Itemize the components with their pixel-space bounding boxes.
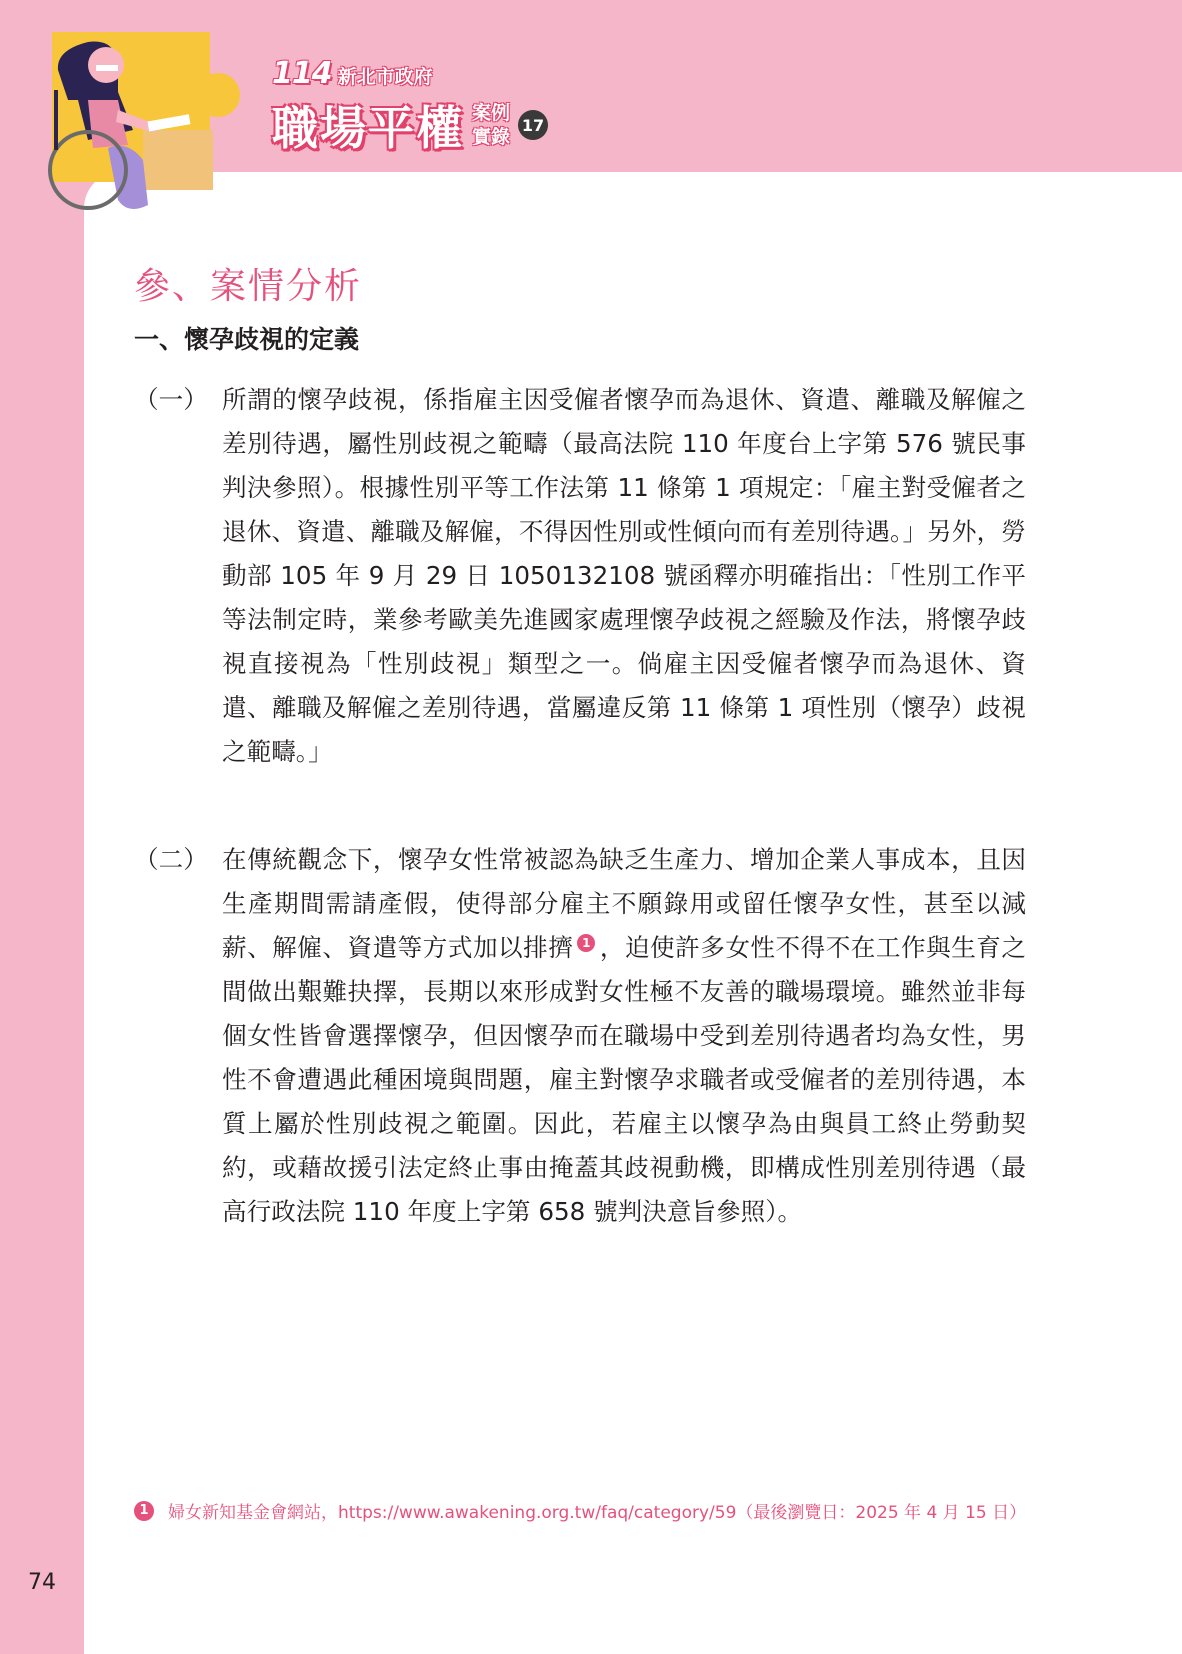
section-heading: 參、案情分析 <box>134 266 363 307</box>
paragraph-item-2 <box>134 838 1026 1234</box>
item-text-before: 在傳統觀念下，懷孕女性常被認為缺乏生產力、增加企業人事成本，且因生產期間需請產假，使得部分雇主不願錄用或留任懷孕女性，甚至以減薪、解僱、資遣等方式加以排擠 <box>222 845 1026 962</box>
footnote-marker: 1 <box>134 1501 154 1521</box>
footnote-reference[interactable]: 1 <box>577 934 595 952</box>
series-subtitle-bottom: 實錄 <box>472 126 511 148</box>
series-subtitle <box>472 101 510 149</box>
series-year: 114 <box>272 56 332 91</box>
paragraph-item-1 <box>134 378 1026 774</box>
volume-badge: 17 <box>518 110 548 140</box>
page-number: 74 <box>28 1570 56 1595</box>
series-title-row <box>272 92 548 158</box>
series-subtitle-top: 案例 <box>472 102 511 124</box>
footnote-text: 婦女新知基金會網站，https://www.awakening.org.tw/faq/category/59（最後瀏覽日：2025 年 4 月 15 日） <box>168 1503 1027 1523</box>
subsection-heading: 一、懷孕歧視的定義 <box>134 325 360 354</box>
item-marker: （二） <box>134 845 208 874</box>
wheelchair-woman-illustration <box>48 30 248 230</box>
item-marker: （一） <box>134 385 208 414</box>
series-city: 新北市政府 <box>337 66 433 88</box>
item-text-after: ，迫使許多女性不得不在工作與生育之間做出艱難抉擇，長期以來形成對女性極不友善的職場環境。雖然並非每個女性皆會選擇懷孕，但因懷孕而在職場中受到差別待遇者均為女性，男性不會遭遇此種困境與問題，雇主對懷孕求職者或受僱者的差別待遇，本質上屬於性別歧視之範圍。因此，若雇主以懷孕為由與員工終止勞動契約，或藉故援引法定終止事由掩蓋其歧視動機，即構成性別差別待遇（最高行政法院 110 年度上字第 658 號判決意旨參照）。 <box>222 933 1026 1226</box>
item-text <box>222 838 1026 1234</box>
item-text: 所謂的懷孕歧視，係指雇主因受僱者懷孕而為退休、資遣、離職及解僱之差別待遇，屬性別歧視之範疇（最高法院 110 年度台上字第 576 號民事判決參照）。根據性別平等工作法第 11 條第 1 項規定：「雇主對受僱者之退休、資遣、離職及解僱，不得因性別或性傾向而有差別待遇。」另外，勞動部 105 年 9 月 29 日 1050132108 號函釋亦明確指出：「性別工作平等法制定時，業參考歐美先進國家處理懷孕歧視之經驗及作法，將懷孕歧視直接視為「性別歧視」類型之一。倘雇主因受僱者懷孕而為退休、資遣、離職及解僱之差別待遇，當屬違反第 11 條第 1 項性別（懷孕）歧視之範疇。」 <box>222 385 1026 766</box>
series-title: 職場平權 <box>272 101 464 155</box>
series-label <box>272 56 433 91</box>
footnote <box>134 1498 1034 1523</box>
